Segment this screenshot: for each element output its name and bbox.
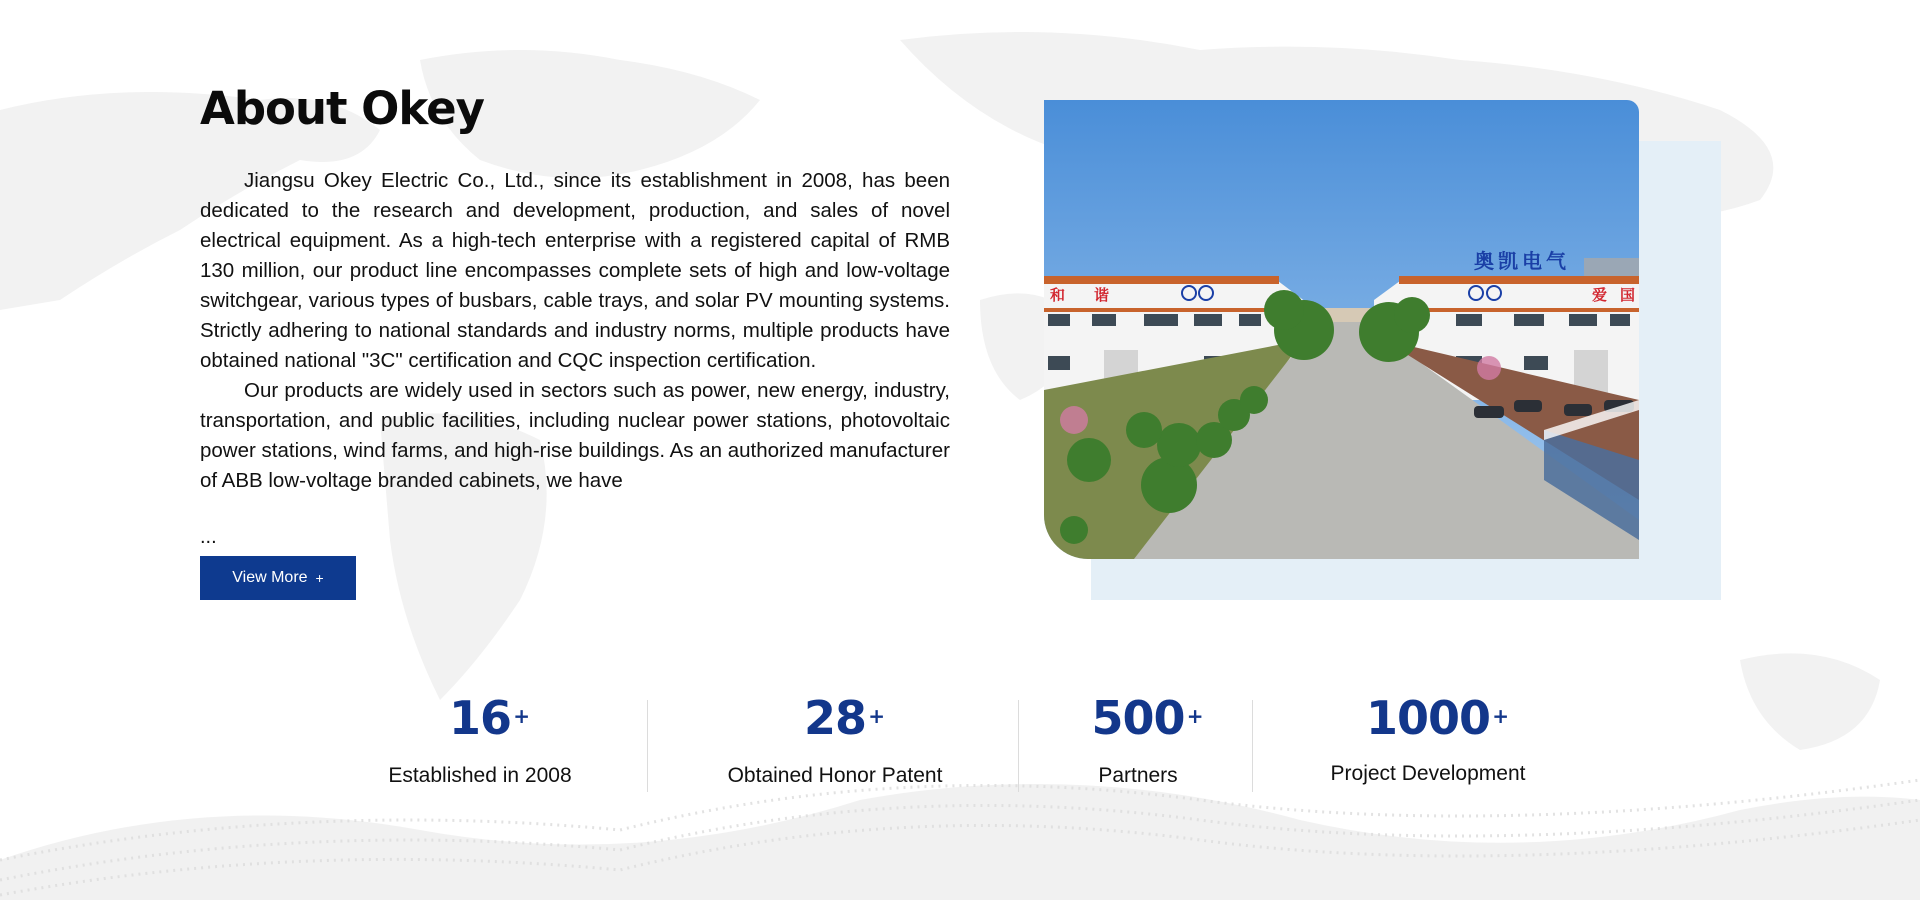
truncation-ellipsis: ... [200,526,217,548]
about-paragraph: Our products are widely used in sectors such as power, new energy, industry, transportation, and public facilities, including nuclear power stations, photovoltaic power stations, wind farms, and high-rise buildings. As an authorized manufacturer of ABB low-voltage branded cabinets, we have [200,379,950,492]
stat-years [330,690,630,788]
stat-partners [1038,690,1238,788]
stat-value: 1000 + [1366,690,1490,746]
stat-label: Obtained Honor Patent [727,764,943,787]
stat-value: 28 + [804,690,866,746]
stat-divider [1252,700,1253,792]
stat-patents [685,690,985,788]
about-description [200,166,950,496]
sign-text: 和 [1050,286,1066,304]
stat-projects [1278,690,1578,786]
stat-divider [647,700,648,792]
stat-divider [1018,700,1019,792]
section-title: About Okey [200,82,484,135]
stat-label: Partners [1098,764,1178,787]
stat-value: 16 + [449,690,511,746]
stat-value: 500 + [1091,690,1184,746]
factory-photo [1044,100,1639,559]
stat-label: Established in 2008 [388,764,572,787]
company-sign: 奥凯电气 [1474,249,1570,273]
plus-icon: + [1492,704,1509,728]
stat-label: Project Development [1330,762,1526,785]
view-more-label: View More [232,569,308,586]
sign-text: 爱 [1592,286,1608,304]
plus-icon: + [513,704,529,728]
plus-icon: + [868,704,884,728]
sign-text: 谐 [1094,286,1110,304]
view-more-button[interactable] [200,556,356,600]
about-paragraph: Jiangsu Okey Electric Co., Ltd., since its establishment in 2008, has been dedicated to the research and development, production, and sales of novel electrical equipment. As a high-tech enterprise with a registered capital of RMB 130 million, our product line encompasses complete sets of high and low-voltage switchgear, various types of busbars, cable trays, and solar PV mounting systems. Strictly adhering to national standards and industry norms, multiple products have obtained national "3C" certification and CQC inspection certification. [200,169,950,372]
plus-icon: + [1186,704,1203,728]
plus-icon: + [315,570,324,586]
sign-text: 国 [1620,286,1636,304]
